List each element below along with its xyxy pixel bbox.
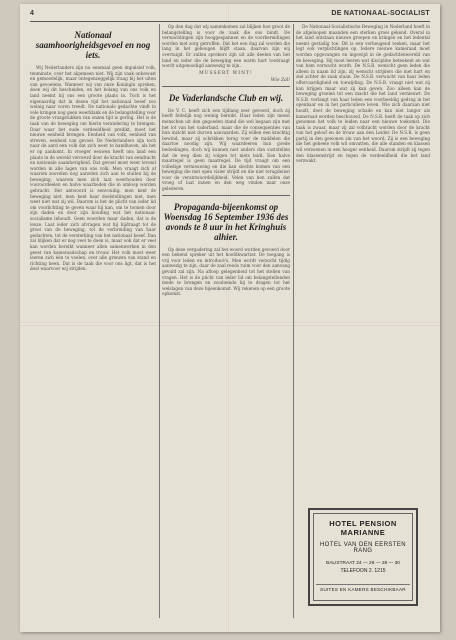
header-rule [30, 21, 430, 22]
newspaper-name: DE NATIONAAL-SOCIALIST [331, 10, 430, 17]
article-signature: Wie Zal! [270, 77, 290, 83]
column-2 [162, 24, 290, 618]
column-1 [30, 24, 156, 618]
article-paragraph: De V. C. heeft zich een tijdlang zeer geroerd, doch zij heeft feitelijk nog weinig bereikt. Haar leden zijn meest menschen uit den gegoeden stand die wel begaan zijn met het lot van het vaderland, maar die de consequenties van hun inzicht niet durven aanvaarden. Zij willen een krachtig bewind, maar zij schrikken terug voor de middelen die daartoe noodig zijn. Wij waardeeren hun goede bedoelingen, doch wij kunnen niet anders dan vaststellen dat de weg dien zij volgen tot niets leidt. Een halve maatregel is geen maatregel. De tijd vraagt om een volledige vernieuwing en die kan slechts komen van een beweging die met open vizier strijdt en die niet terugdeinst voor de verantwoordelijkheid. Velen van hen zullen dat vroeg of laat inzien en den weg vinden naar onze gelederen. [162, 107, 290, 192]
newspaper-page [20, 4, 440, 632]
article-signoff: MUSSERT WINT! [199, 70, 253, 76]
article-body [162, 247, 290, 297]
article-paragraph: Op den dag dat wij samenkomen zal blijken hoe groot de belangstelling is voor de zaak die ons bindt. De verwachtingen zijn hooggespannen en de voorbereidingen worden met zorg getroffen. Dat het een dag zal worden die lang in het geheugen blijft staan, daarvan zijn wij overtuigd. Er zullen sprekers zijn uit alle deelen van het land en ieder die de beweging een warm hart toedraagt wordt uitgenoodigd aanwezig te zijn. [162, 24, 290, 69]
section-divider [162, 195, 290, 196]
article-paragraph: De Nationaal-Socialistische Beweging in Nederland heeft in de afgeloopen maanden een sterken groei gekend. Overal in het land ontstaan nieuwe groepen en kringen en het ledental neemt gestadig toe. Dit is een verheugend teeken, maar het legt ook verplichtingen op. Iedere nieuwe kameraad moet worden opgevangen en ingewijd in de gedachtenwereld van de beweging. Hij moet leeren wat discipline beteekent en wat van hem verwacht wordt. De N.S.B. wenscht geen leden die alleen in naam lid zijn, zij wenscht strijders die met hart en ziel achter de zaak staan. De N.S.B. verwacht van haar leden offervaardigheid en toewijding. De N.S.B. vraagt niet wat zij kan krijgen maar wat zij kan geven. Zoo alleen kan de beweging groeien tot een macht die het land vernieuwt. De N.S.B. verlangt van haar leden een voorbeeldig gedrag in het openbaar en in het particuliere leven. Wie zich daaraan niet houdt, doet de beweging schade en kan niet langer als kameraad worden beschouwd. De N.S.B. heeft de taak op zich genomen het volk te leiden naar een nieuwe toekomst. Die taak is zwaar, maar zij zal volbracht worden door de kracht van het geloof en de trouw aan den Leider. De N.S.B. is geen partij in den gewonen zin van het woord. Zij is een beweging die het geheele volk wil omvatten, die alle standen en klassen wil verzoenen in een hooger eenheid. Daarom strijdt zij tegen den klassenstrijd en tegen de verdeeldheid die het land verzwakt. [296, 24, 430, 164]
ad-hotel-name: HOTEL PENSION MARIANNE [329, 519, 397, 537]
ad-phone: TELEFOON 2. 1215 [340, 568, 386, 574]
article-body [296, 24, 430, 164]
article-body [162, 108, 290, 192]
column-divider [293, 24, 294, 618]
article-paragraph: Wij Nederlanders zijn nu eenmaal geen impulsief volk, tenminste, over het algemeen niet. Wij zijn vaak onbewust en gemoedelijk, maar ontegenzeggelijk traag bij het uiten van gevoelens. Wanneer wij van onze Koningin spreken, doen wij dit bescheiden, en het belang van ons volk en land neemt bij ons een groote plaats in. Toch is het eigenaardig dat in dezen tijd het nationaal besef zoo weinig naar voren treedt. De nationale gedachte vindt in vele kringen nog geen weerklank en de belangstelling voor de groote vraagstukken van onzen tijd is gering. Het is de taak van de beweging om hierin verandering te brengen. Daar waar het oude verdeeldheid predikt, moet het nieuwe eenheid brengen. Eenheid van volk, eenheid van streven, eenheid van gevoel. De Nederlanders zijn toch naar de aard een volk dat zich weet te handhaven, als het er op aankomt. In vroeger eeuwen heeft ons land een plaats in de wereld veroverd door de kracht van eendracht en nationale saamhorigheid. Dat gevoel moet weer levend worden in alle lagen van ons volk. Men vraagt zich af waarom zoovelen nog aarzelen zich aan te sluiten bij de beweging, waarom men zich laat weerhouden door vooroordeelen en halve waarheden die in omloop worden gebracht. Het antwoord is eenvoudig: men kent de beweging niet, men kent haar doelstellingen niet, men weet niet wat zij wil. Daarom is het de plicht van ieder lid om voorlichting te geven waar hij kan, om te toonen door zijn daden en door zijn houding wat het nationaal-socialisme inhoudt. Geen woorden maar daden, dat is de leuze. Laat ieder zich afvragen wat hij bijdraagt tot de groei van de beweging, tot de verbreiding van haar gedachten, tot de versterking van het nationaal besef. Dan zal blijken dat er nog veel te doen is, maar ook dat er veel kan worden bereikt wanneer allen samenwerken in den geest van kameraadschap en trouw. Het volk moet weer leeren zich één te voelen, over alle grenzen van stand en richting heen. Dat is de taak die voor ons ligt, dat is het doel waarvoor wij strijden. [30, 65, 156, 272]
page-number: 4 [30, 10, 34, 17]
article-heading: De Vaderlandsche Club en wij. [168, 92, 284, 103]
article-paragraph: Op deze vergadering zal het woord worden gevoerd door een bekend spreker uit het hoofdkwartier. De toegang is vrij voor leden en introducé's. Men wordt verzocht tijdig aanwezig te zijn, daar de zaal reeds ruim voor den aanvang gevuld zal zijn. Na afloop gelegenheid tot het stellen van vragen. Het is de plicht van ieder lid om belangstellenden mede te brengen en zoodoende bij te dragen tot het welslagen van deze bijeenkomst. Wij rekenen op een groote opkomst. [162, 246, 290, 297]
column-3 [296, 24, 430, 504]
article-heading: Nationaal saamhoorigheidsgevoel en nog iets. [35, 30, 151, 60]
meeting-announcement-heading: Propaganda-bijeenkomst op Woensdag 16 September 1936 des avonds te 8 uur in het Kringhuis alhier. [163, 201, 289, 242]
hotel-advertisement [308, 508, 418, 606]
article-body [30, 65, 156, 272]
ad-address: BALISTRAAT 24 — 26 — 28 — 30 [326, 561, 400, 566]
article-body [162, 24, 290, 69]
section-divider [162, 86, 290, 87]
ad-footer: SUITES EN KAMERS BESCHIKBAAR [316, 584, 410, 592]
column-divider [159, 24, 160, 618]
ad-tagline: HOTEL VAN DEN EERSTEN RANG [319, 542, 407, 554]
